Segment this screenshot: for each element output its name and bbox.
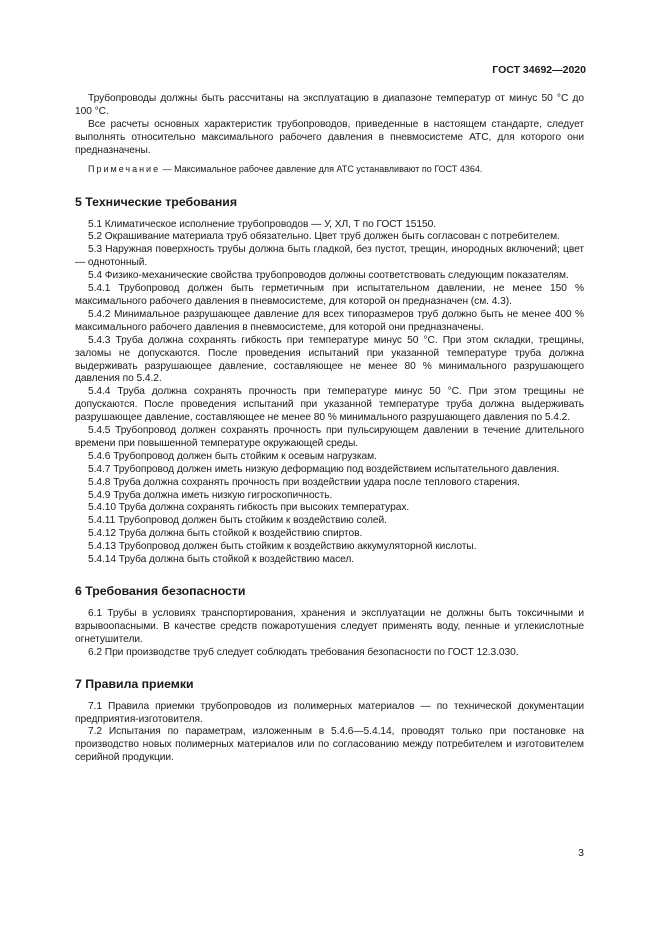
clause-5-2: 5.2 Окрашивание материала труб обязательно. Цвет труб должен быть согласован с потребителем. bbox=[88, 231, 560, 243]
clause-5-4-11: 5.4.11 Трубопровод должен быть стойким к воздействию солей. bbox=[88, 515, 387, 527]
clause-5-4-3: 5.4.3 Труба должна сохранять гибкость при температуре минус 50 °С. При этом складки, трещины, заломы не допускаются. После проведения испытаний при указанной температуре труба должна выдерживать разрушающее давление, составляющее не менее 80 % минимального разрушающего давления по 5.4.2. bbox=[75, 334, 584, 385]
paragraph-intro-1: Трубопроводы должны быть рассчитаны на эксплуатацию в диапазоне температур от минус 50 °С до 100 °С. bbox=[75, 93, 584, 117]
paragraph-intro-2: Все расчеты основных характеристик трубопроводов, приведенные в настоящем стандарте, следует выполнять относительно максимального рабочего давления в пневмосистеме АТС, для которого они предназначены. bbox=[75, 118, 584, 156]
clause-5-1: 5.1 Климатическое исполнение трубопроводов — У, ХЛ, Т по ГОСТ 15150. bbox=[88, 218, 437, 230]
clause-5-4-2: 5.4.2 Минимальное разрушающее давление для всех типоразмеров труб должно быть не менее 400 % максимального рабочего давления в пневмосистеме, для которой они предназначены. bbox=[75, 308, 584, 333]
clause-5-4-12: 5.4.12 Труба должна быть стойкой к воздействию спиртов. bbox=[88, 528, 363, 540]
note bbox=[75, 163, 584, 175]
clause-6-2: 6.2 При производстве труб следует соблюдать требования безопасности по ГОСТ 12.3.030. bbox=[88, 646, 519, 658]
section-6-heading: 6 Требования безопасности bbox=[75, 584, 246, 598]
section-7-heading: 7 Правила приемки bbox=[75, 676, 194, 691]
page-number: 3 bbox=[578, 847, 584, 859]
clause-5-3: 5.3 Наружная поверхность трубы должна быть гладкой, без пустот, трещин, инородных включений; цвет — однотонный. bbox=[75, 244, 584, 269]
document-header: ГОСТ 34692—2020 bbox=[492, 64, 586, 76]
clause-7-2: 7.2 Испытания по параметрам, изложенным в 5.4.6—5.4.14, проводят только при постановке на производство новых полимерных материалов или по согласованию между потребителем и изготовителем серийной продукции. bbox=[75, 726, 584, 764]
clause-5-4-6: 5.4.6 Трубопровод должен быть стойким к осевым нагрузкам. bbox=[88, 450, 377, 462]
page-content bbox=[75, 93, 584, 765]
clause-5-4-7: 5.4.7 Трубопровод должен иметь низкую деформацию под воздействием испытательного давления. bbox=[88, 463, 560, 475]
note-text: — Максимальное рабочее давление для АТС устанавливают по ГОСТ 4364. bbox=[160, 163, 483, 174]
clause-5-4-5: 5.4.5 Трубопровод должен сохранять прочность при пульсирующем давлении в течение длительного времени при повышенной температуре окружающей среды. bbox=[75, 425, 584, 449]
clause-5-4-14: 5.4.14 Труба должна быть стойкой к воздействию масел. bbox=[88, 554, 355, 566]
clause-7-1: 7.1 Правила приемки трубопроводов из полимерных материалов — по технической документации предприятия-изготовителя. bbox=[75, 700, 584, 725]
clause-5-4-10: 5.4.10 Труба должна сохранять гибкость при высоких температурах. bbox=[88, 502, 410, 514]
clause-5-4-9: 5.4.9 Труба должна иметь низкую гигроскопичность. bbox=[88, 489, 333, 501]
section-5-heading: 5 Технические требования bbox=[75, 194, 237, 209]
clause-5-4-8: 5.4.8 Труба должна сохранять прочность при воздействии удара после теплового старения. bbox=[88, 476, 520, 488]
clause-5-4-1: 5.4.1 Трубопровод должен быть герметичным при испытательном давлении, не менее 150 % максимального рабочего давления в пневмосистеме, для которой он предназначен (см. 4.3). bbox=[75, 283, 584, 307]
clause-5-4-13: 5.4.13 Трубопровод должен быть стойким к воздействию аккумуляторной кислоты. bbox=[88, 541, 477, 553]
clause-6-1: 6.1 Трубы в условиях транспортирования, хранения и эксплуатации не должны быть токсичными и взрывоопасными. В качестве средств пожаротушения следует применять воду, пенные и углекислотные огнетушители. bbox=[75, 608, 584, 645]
clause-5-4-4: 5.4.4 Труба должна сохранять прочность при температуре минус 50 °С. При этом трещины не допускаются. После проведения испытаний при указанной температуре труба должна выдерживать разрушающее давление, составляющее не менее 80 % минимального разрушающего давления по 5.4.2. bbox=[75, 386, 584, 424]
clause-5-4: 5.4 Физико-механические свойства трубопроводов должны соответствовать следующим показателям. bbox=[88, 270, 569, 282]
note-label: Примечание bbox=[88, 163, 161, 174]
